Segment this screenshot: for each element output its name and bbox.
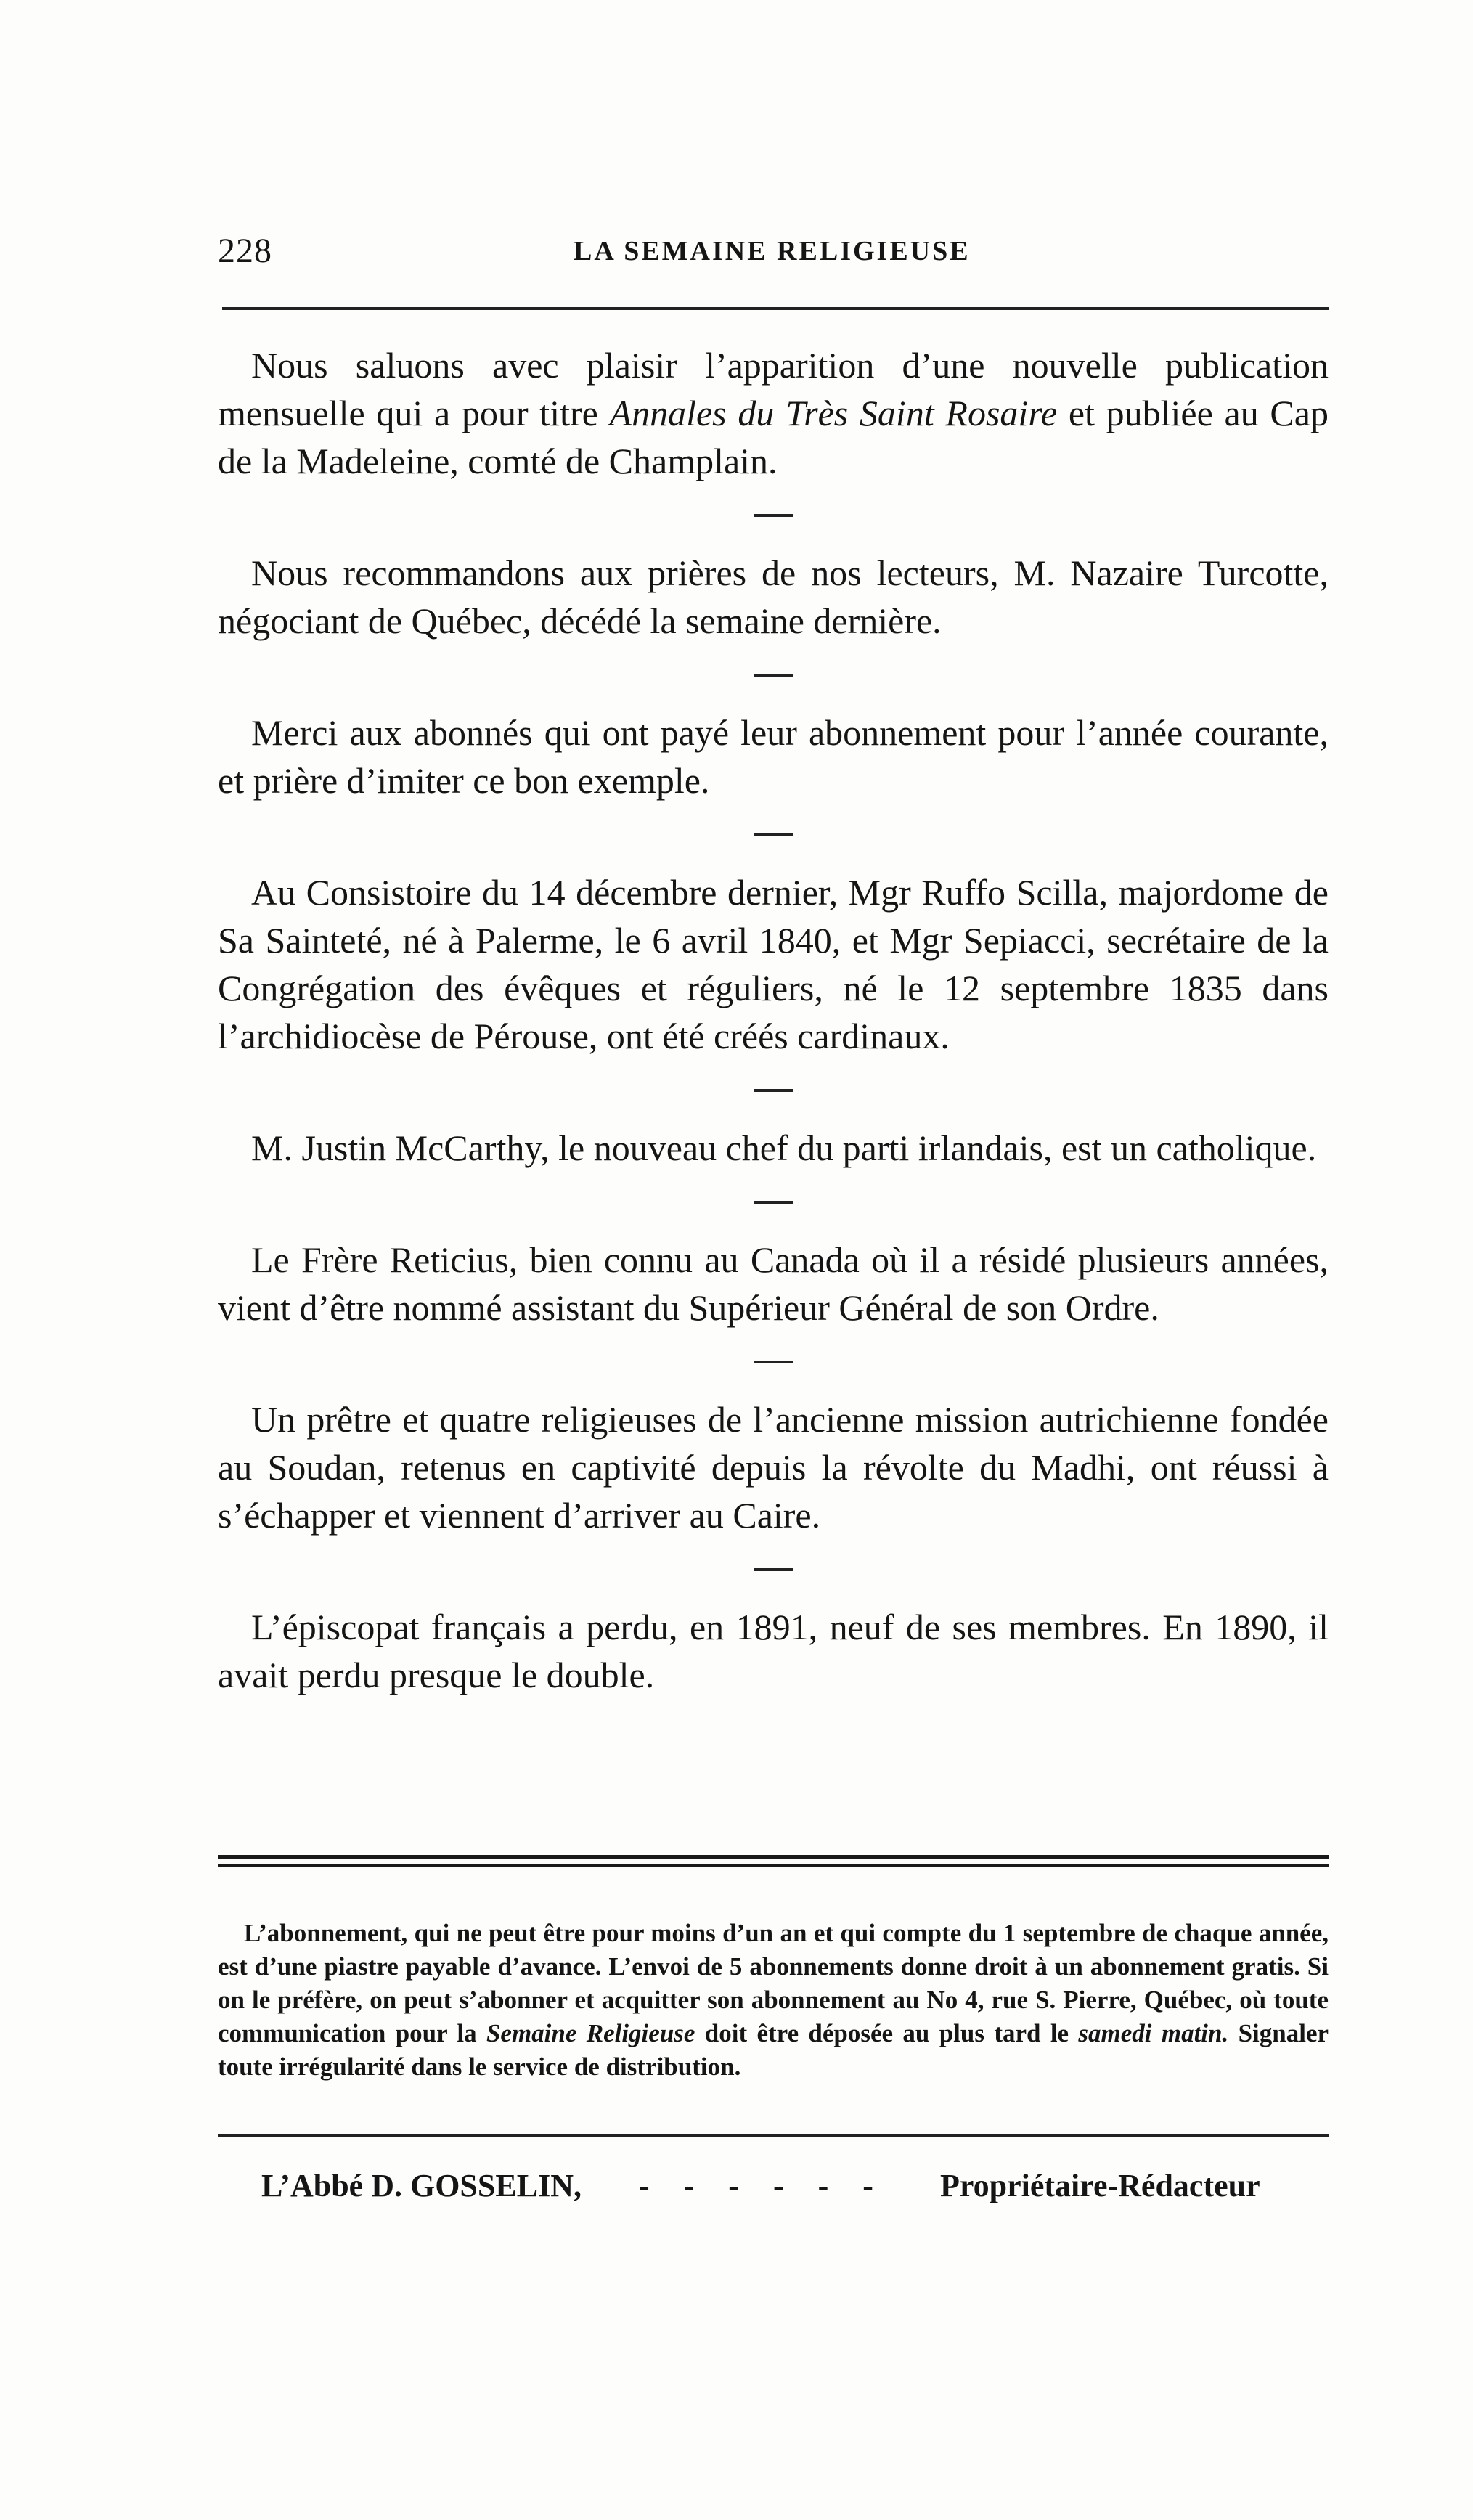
news-item-turcotte: Nous recommandons aux prières de nos lecteurs, M. Nazaire Turcotte, négociant de Québec, décédé la semaine dernière. <box>218 552 1329 641</box>
notice-part-2: doit être déposée au plus tard le <box>704 2019 1069 2047</box>
news-item-consistory: Au Consistoire du 14 décembre dernier, Mgr Ruffo Scilla, majordome de Sa Sainteté, né à Palerme, le 6 avril 1840, et Mgr Sepiacci, secrétaire de la Congrégation des évêques et réguliers, né le 12 septembre 1835 dans l’archidiocèse de Pérouse, ont été créés cardinaux. <box>218 872 1329 1056</box>
thick-rule <box>218 1855 1329 1859</box>
notice-publication-name: Semaine Religieuse <box>486 2019 695 2047</box>
dot-leaders: - - - - - - <box>639 2168 886 2203</box>
separator-dash <box>754 833 793 836</box>
running-title: LA SEMAINE RELIGIEUSE <box>574 236 971 266</box>
page-header <box>218 231 1343 282</box>
header-rule <box>222 307 1329 310</box>
notice-deadline-day: samedi matin. <box>1078 2019 1229 2047</box>
separator-dash <box>754 1568 793 1571</box>
page-number: 228 <box>218 232 272 270</box>
notice-part-1: L’abonnement, qui ne peut être pour moins d’un an et qui compte du 1 septembre de chaque année, est d’une piastre payable d’avance. L’envoi de 5 abonnements donne droit à un abonnement gratis. Si on le préfère, on peut s’abonner et acquitter son abonnement au No 4, rue S. Pierre, Québec, où toute communication pour la <box>218 1919 1329 2047</box>
news-item-subscribers: Merci aux abonnés qui ont payé leur abonnement pour l’année courante, et prière d’imiter ce bon exemple. <box>218 712 1329 801</box>
publication-title: Annales du Très Saint Rosaire <box>609 393 1058 433</box>
editor-name: L’Abbé D. GOSSELIN, <box>261 2168 582 2203</box>
subscription-notice <box>218 1917 1329 2084</box>
notice-part-3: Signaler toute irrégularité dans le service de distribution. <box>218 2019 1329 2081</box>
notice-text <box>218 1917 1329 2084</box>
news-item-text-tail: et publiée au Cap de la Madeleine, comté de Champlain. <box>218 393 1329 481</box>
article-body <box>218 341 1329 1699</box>
news-item-annales <box>218 341 1329 485</box>
news-item-mccarthy: M. Justin McCarthy, le nouveau chef du parti irlandais, est un catholique. <box>251 1128 1317 1168</box>
news-item-reticius: Le Frère Reticius, bien connu au Canada où il a résidé plusieurs années, vient d’être nommé assistant du Supérieur Général de son Ordre. <box>218 1239 1329 1328</box>
news-item-soudan: Un prêtre et quatre religieuses de l’ancienne mission autrichienne fondée au Soudan, retenus en captivité depuis la révolte du Madhi, ont réussi à s’échapper et viennent d’arriver au Caire. <box>218 1399 1329 1536</box>
separator-dash <box>754 1201 793 1204</box>
thin-rule <box>218 1864 1329 1867</box>
separator-dash <box>754 1089 793 1092</box>
editor-role: Propriétaire-Rédacteur <box>940 2168 1260 2203</box>
separator-dash <box>754 674 793 677</box>
separator-dash <box>754 514 793 517</box>
news-item-episcopat: L’épiscopat français a perdu, en 1891, neuf de ses membres. En 1890, il avait perdu presque le double. <box>218 1607 1329 1695</box>
news-item-text: Nous saluons avec plaisir l’apparition d’une nouvelle publication mensuelle qui a pour titre <box>218 345 1329 433</box>
footer-rule <box>218 2134 1329 2137</box>
section-double-rule <box>218 1855 1329 1867</box>
separator-dash <box>754 1361 793 1363</box>
